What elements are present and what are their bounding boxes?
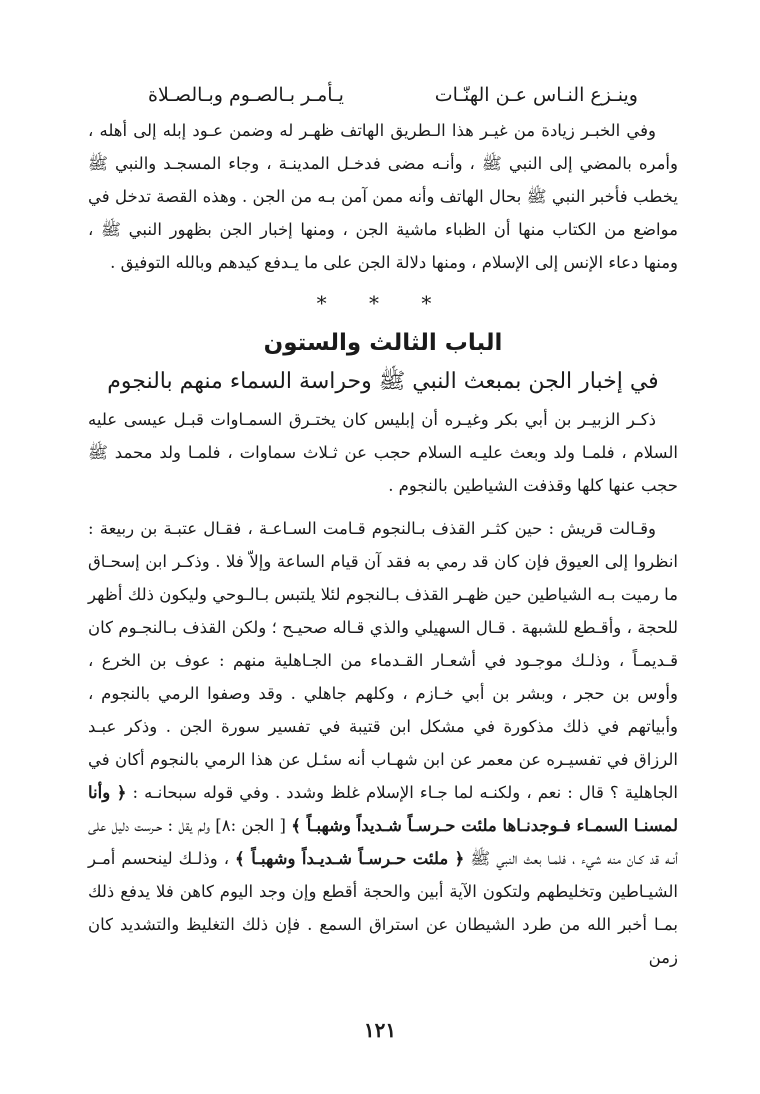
chapter-subtitle: في إخبار الجن بمبعث النبي ﷺ وحراسة السماء منهم بالنجوم [107, 369, 659, 394]
verse-first-hemistich: وينـزع النـاس عـن الهنّـات [434, 84, 638, 106]
paragraph-quraysh-text-end: ، وذلـك لينحسم أمـر الشيـاطين وتخليطهم ولتكون الآية أبين والحجة أقطع وإن وجد اليوم كاهن فلا يدفع ذلك بمـا أخبر الله من طرد الشيطان عن استراق السمع . فإن ذلك التغليظ والتشديد كان زمن [88, 849, 678, 967]
paragraph-iblis: ذكـر الزبيـر بن أبي بكر وغيـره أن إبليس كان يختـرق السمـاوات قبـل عيسى عليه السلام ، فلمـا ولد وبعث عليـه السلام حجب عن ثـلاث سماوات ، فلمـا ولد محمد ﷺ حجب عنها كلها وقذفت الشياطين بالنجوم . [88, 410, 678, 495]
quran-quote-short: ﴿ ملئت حـرسـاً شـديـداً وشهبـاً ﴾ [235, 849, 465, 868]
book-page [88, 76, 678, 1036]
poetry-verse [88, 76, 678, 114]
chapter-title: الباب الثالث والستون [263, 330, 503, 356]
section-separator: * * * [316, 291, 450, 315]
paragraph-hatif-story: وفي الخبـر زيادة من غيـر هذا الـطريق الهاتف ظهـر له وضمن عـود إبله إلى أهله ، وأمره بالمضي إلى النبي ﷺ ، وأنـه مضى فدخـل المدينـة ، وجاء المسجـد والنبي ﷺ يخطب فأخبر النبي ﷺ بحال الهاتف وأنه ممن آمن بـه من الجن . وهذه القصة تدخل في مواضع من الكتاب منها أن الظباء ماشية الجن ، ومنها إخبار الجن بظهور النبي ﷺ ، ومنها دعاء الإنس إلى الإسلام ، ومنها دلالة الجن على ما يـدفع كيدهم وبالله التوفيق . [88, 121, 678, 272]
quran-quote-jinn-8: ﴿ وأنا لمسنـا السمـاء فـوجدنـاها ملئت حـرسـاً شـديداً وشهبـاً ﴾ [88, 783, 678, 835]
paragraph-gap [88, 502, 678, 512]
paragraph-quraysh [88, 512, 678, 974]
paragraph-quraysh-text-continued: [ الجن :٨] ولم يقل : حـرست دليل على أنـه قد كـان منه شيء ، فلمـا بعث النبي ﷺ [88, 816, 678, 868]
page-number: ١٢١ [363, 1018, 397, 1042]
verse-second-hemistich: يـأمـر بـالصـوم وبـالصـلاة [148, 84, 344, 106]
paragraph-quraysh-text: وقـالت قريش : حين كثـر القذف بـالنجوم قـامت السـاعـة ، فقـال عتبـة بن ربيعة : انظروا إلى العيوق فإن كان قد رمي به فقد آن قيام الساعة وإلاّ فلا . وذكـر ابن إسحـاق ما رميت بـه الشياطين حين ظهـر القذف بـالنجوم لئلا يلتبس بـالـوحي وليكون ذلك أظهر للحجة ، وأقـطع للشبهة . قـال السهيلي والذي قـاله صحيـح ؛ ولكن القذف بـالنجـوم كان قـديمـاً ، وذلـك موجـود في أشعـار القـدماء من الجـاهلية منهم : عوف بن الخرع ، وأوس بن حجر ، وبشر بن أبي خـازم ، وكلهم جاهلي . وقد وصفوا الرمي بالنجوم ، وأبياتهم في ذلك مذكورة في مشكل ابن قتيبة في تفسير سورة الجن . وذكر عبـد الرزاق في تفسيـره عن معمر عن ابن شهـاب أنه سئـل عن هذا الرمي بالنجوم أكان في الجاهلية ؟ قال : نعم ، ولكنـه لما جـاء الإسلام غلظ وشدد . وفي قوله سبحانـه : [88, 519, 679, 802]
